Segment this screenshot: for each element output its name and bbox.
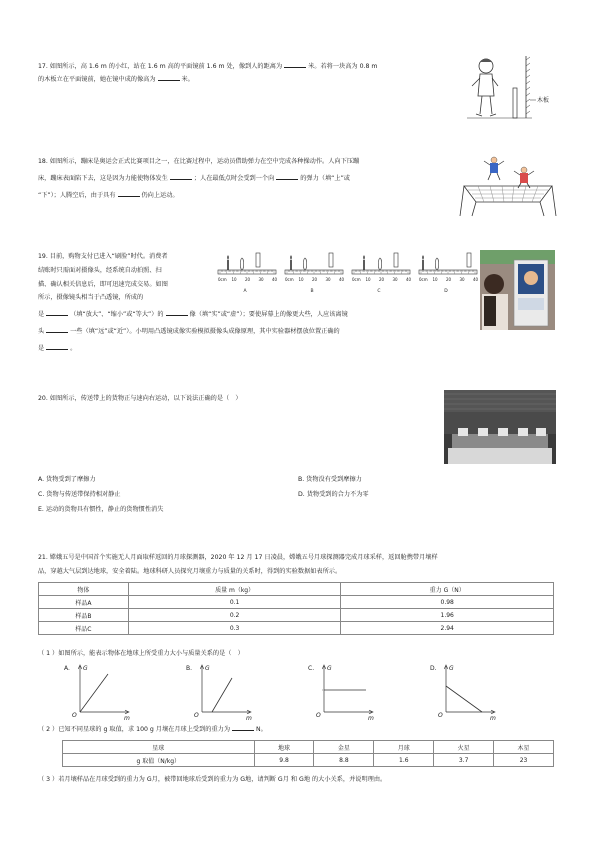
- bench-tick-label: 30: [258, 277, 264, 282]
- bench-tick-label: 10: [231, 277, 237, 282]
- q18-blank-2[interactable]: [276, 174, 298, 180]
- table2-header: 地球: [254, 741, 314, 754]
- q20-option-c[interactable]: C. 货物与传送带保持相对静止: [38, 491, 121, 498]
- table-row: [39, 609, 554, 622]
- bench-tick-label: 20: [379, 277, 385, 282]
- table2-cell: 23: [494, 754, 554, 767]
- q20-option-e[interactable]: E. 运动的货物具有惯性，静止的货物惯性消失: [38, 506, 164, 513]
- table1-cell: 0.98: [341, 596, 554, 609]
- q18-blank-3[interactable]: [118, 191, 140, 197]
- bench-tick-label: 40: [473, 277, 479, 282]
- q18-line2c: 的弹力（填“上”或: [300, 175, 350, 182]
- bench-tick-label: 30: [392, 277, 398, 282]
- bench-option-label: A: [243, 289, 247, 294]
- table-row: [63, 754, 554, 767]
- q19-blank-2[interactable]: [166, 310, 188, 316]
- q20-stem: 20. 如图所示，传送带上的货物正与速向右运动，以下说法正确的是（ ）: [38, 395, 242, 402]
- bench-tick-label: 0cm: [218, 277, 227, 282]
- face-payment-photo: [480, 250, 555, 330]
- table2-cell: 3.7: [434, 754, 494, 767]
- bench-tick-label: 40: [272, 277, 278, 282]
- q20-option-d[interactable]: D. 货物受到的合力不为零: [298, 491, 369, 498]
- q19-blank-4[interactable]: [46, 344, 68, 350]
- table1-cell: 0.1: [128, 596, 341, 609]
- graph-label: D.: [430, 665, 437, 672]
- q19-line6: 头: [38, 328, 45, 335]
- graph-x-axis-label: m: [124, 715, 130, 722]
- table2-cell: 1.6: [374, 754, 434, 767]
- table1-cell: 样品B: [39, 609, 129, 622]
- q18-line1: 18. 如图所示，蹦床是奥运会正式比赛项目之一，在比赛过程中，运动员借助弹力在空中完成各种操动作。人向下压蹦: [38, 158, 360, 165]
- optical-bench-a: [216, 250, 278, 300]
- table1-header-weight: 重力 G（N）: [341, 583, 554, 596]
- graph-y-axis-label: G: [327, 665, 332, 672]
- table1-cell: 0.3: [128, 622, 341, 635]
- table2-header: 金星: [314, 741, 374, 754]
- q19-line5c: 像（填“实”或“虚”）；要使屏幕上的像更大些，人应该离镜: [189, 311, 348, 318]
- mass-weight-table: [38, 582, 554, 635]
- optical-bench-b: [283, 250, 345, 300]
- q19-line1: 19. 目前，购物支付已进入“刷脸”时代。消费者: [38, 253, 168, 260]
- q19-line6b: 一些（填“远”或“近”）。小明用凸透镜成像实验模拟摄像头成像原理，其中实验器材摆放位置正确的: [70, 328, 340, 335]
- bench-tick-label: 40: [339, 277, 345, 282]
- table2-header: 星球: [63, 741, 255, 754]
- bench-tick-label: 0cm: [285, 277, 294, 282]
- q19-blank-3[interactable]: [46, 327, 68, 333]
- q17-blank-2[interactable]: [158, 75, 180, 81]
- graph-option-b[interactable]: [186, 660, 256, 722]
- q17-line2: 的木板立在平面镜前，她在镜中成的像高为: [38, 76, 156, 83]
- q19-line4: 所示，摄像镜头相当于凸透镜，所成的: [38, 294, 144, 301]
- graph-x-axis-label: m: [368, 715, 374, 722]
- bench-tick-label: 20: [446, 277, 452, 282]
- table2-header: 木星: [494, 741, 554, 754]
- q17-line1b: 米。若将一块高为 0.8 m: [308, 63, 378, 70]
- q19-blank-1[interactable]: [46, 310, 68, 316]
- graph-label: C.: [308, 665, 315, 672]
- bench-tick-label: 10: [432, 277, 438, 282]
- table2-cell: 9.8: [254, 754, 314, 767]
- bench-option-label: D: [444, 289, 448, 294]
- q21-sub2b: N。: [256, 726, 267, 733]
- q18-blank-1[interactable]: [170, 174, 192, 180]
- table1-cell: 0.2: [128, 609, 341, 622]
- q17-line1: 17. 如图所示，高 1.6 m 的小红，站在 1.6 m 高的平面镜前 1.6 m 处，像到人的距离为: [38, 63, 283, 70]
- graph-label: B.: [186, 665, 193, 672]
- q19-line7b: 。: [70, 345, 77, 352]
- graph-option-a[interactable]: [64, 660, 134, 722]
- q18-line3: “下”）；人腾空后，由于具有: [38, 192, 116, 199]
- table2-header: 月球: [374, 741, 434, 754]
- q17-blank-1[interactable]: [284, 62, 306, 68]
- graph-y-axis-label: G: [205, 665, 210, 672]
- planet-g-table: [62, 740, 554, 767]
- trampoline-figure: [458, 150, 558, 220]
- q19-line5b: （填“放大”、“缩小”或“等大”）的: [70, 311, 164, 318]
- optical-bench-d: [417, 250, 479, 300]
- table1-cell: 样品A: [39, 596, 129, 609]
- graph-origin-label: O: [438, 712, 443, 719]
- q20-option-a[interactable]: A. 货物受到了摩擦力: [38, 476, 96, 483]
- graph-y-axis-label: G: [83, 665, 88, 672]
- bench-tick-label: 20: [245, 277, 251, 282]
- q21-sub2: （ 2 ）已知不同星球的 g 取值，求 100 g 月壤在月球上受到的重力为: [38, 726, 231, 733]
- table1-header-object: 物体: [39, 583, 129, 596]
- bench-option-label: C: [377, 289, 381, 294]
- q18-line2: 床，蹦床表面陷下去，这是因为力能使物体发生: [38, 175, 168, 182]
- bench-tick-label: 10: [298, 277, 304, 282]
- q18-line2b: ；人在最低点时会受到一个向: [193, 175, 275, 182]
- q19-line2: 结账时只需面对摄像头，经系统自动拍照、扫: [38, 267, 162, 274]
- graph-x-axis-label: m: [490, 715, 496, 722]
- q21-blank-1[interactable]: [232, 725, 254, 731]
- table2-cell: 8.8: [314, 754, 374, 767]
- q20-option-b[interactable]: B. 货物没有受到摩擦力: [298, 476, 362, 483]
- q17-line2b: 米。: [181, 76, 194, 83]
- q21-line1: 21. 嫦娥五号是中国首个实施无人月面取样返回的月球探测器，2020 年 12 月 17 日凌晨，嫦娥五号月球探测器完成月球采样，返回舱携带月壤样: [38, 554, 438, 561]
- optical-bench-c: [350, 250, 412, 300]
- table2-cell: g 取值（N/kg）: [63, 754, 255, 767]
- table1-cell: 2.94: [341, 622, 554, 635]
- graph-x-axis-label: m: [246, 715, 252, 722]
- q19-line5: 是: [38, 311, 45, 318]
- bench-tick-label: 40: [406, 277, 412, 282]
- board-label: 木板: [537, 97, 550, 104]
- table1-header-mass: 质量 m（kg）: [128, 583, 341, 596]
- table1-cell: 样品C: [39, 622, 129, 635]
- bench-tick-label: 0cm: [419, 277, 428, 282]
- bench-tick-label: 10: [365, 277, 371, 282]
- graph-option-d[interactable]: [430, 660, 500, 722]
- bench-tick-label: 0cm: [352, 277, 361, 282]
- bench-tick-label: 30: [459, 277, 465, 282]
- graph-y-axis-label: G: [449, 665, 454, 672]
- conveyor-belt-photo: [444, 390, 556, 464]
- graph-option-c[interactable]: [308, 660, 378, 722]
- bench-option-label: B: [310, 289, 314, 294]
- graph-origin-label: O: [72, 712, 77, 719]
- table1-cell: 1.96: [341, 609, 554, 622]
- q21-line2: 品，穿越大气层到达地球，安全着陆。地球科研人员探究月壤重力与质量的关系时，得到的实验数据如表所示。: [38, 568, 342, 575]
- graph-origin-label: O: [194, 712, 199, 719]
- table2-header: 火星: [434, 741, 494, 754]
- q21-sub3: （ 3 ）若月壤样品在月球受到的重力为 G月，被带回地球后受到的重力为 G地，请判断 G月 和 G地 的大小关系，并说明理由。: [38, 776, 387, 783]
- q19-line3: 描、确认相关信息后，即可迅速完成交易。如图: [38, 281, 168, 288]
- graph-origin-label: O: [316, 712, 321, 719]
- graph-label: A.: [64, 665, 70, 672]
- table-row: [39, 622, 554, 635]
- table-row: [39, 596, 554, 609]
- bench-tick-label: 30: [325, 277, 331, 282]
- bench-tick-label: 20: [312, 277, 318, 282]
- q19-line7: 是: [38, 345, 45, 352]
- q18-line3b: 仍向上运动。: [141, 192, 179, 199]
- girl-mirror-figure: [462, 52, 562, 124]
- q21-sub1: （ 1 ）如图所示，能表示物体在地球上所受重力大小与质量关系的是（ ）: [38, 650, 244, 657]
